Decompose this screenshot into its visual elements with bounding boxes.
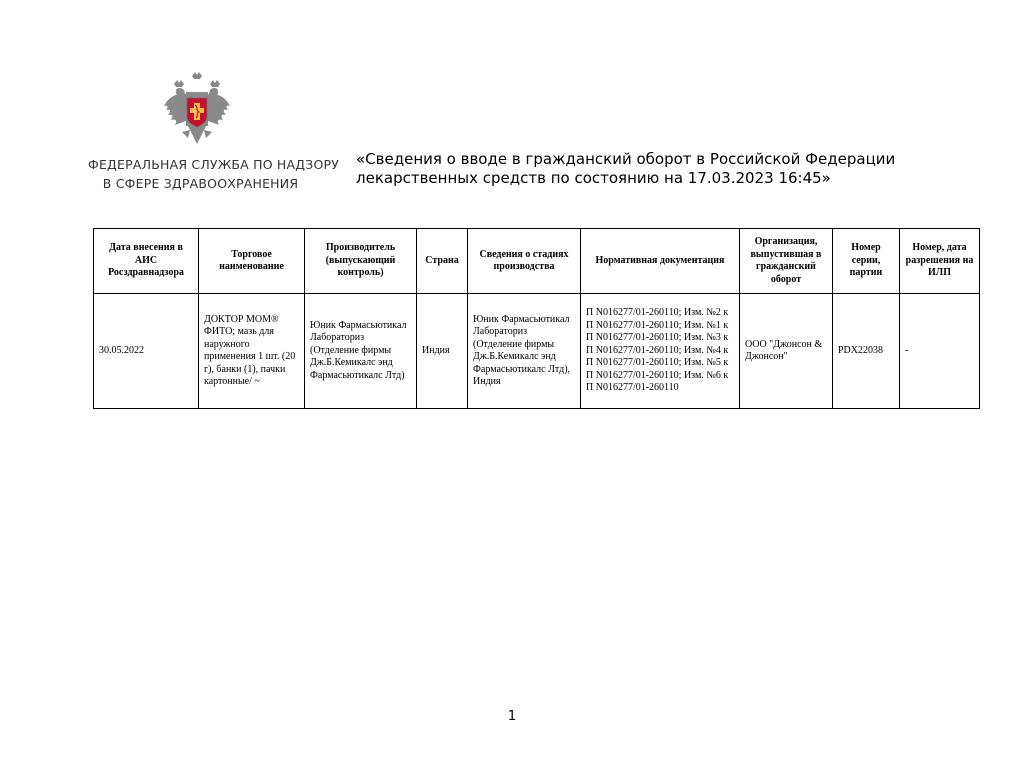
- cell-production-stages: Юник Фармасьютикал Лабораториз (Отделение фирмы Дж.Б.Кемикалс энд Фармасьютикалс Лтд), Индия: [468, 294, 581, 409]
- cell-date: 30.05.2022: [94, 294, 199, 409]
- table-header-row: [94, 229, 980, 294]
- column-header-country: Страна: [417, 229, 468, 294]
- double-headed-eagle-emblem-icon: [162, 72, 232, 152]
- agency-name-line1: ФЕДЕРАЛЬНАЯ СЛУЖБА ПО НАДЗОРУ: [88, 157, 340, 172]
- column-header-permit: Номер, дата разрешения на ИЛП: [900, 229, 980, 294]
- table-row: [94, 294, 980, 409]
- document-title-line2: лекарственных средств по состоянию на 17.03.2023 16:45»: [356, 169, 831, 187]
- cell-batch: PDX22038: [833, 294, 900, 409]
- column-header-production-stages: Сведения о стадиях производства: [468, 229, 581, 294]
- cell-regulatory-docs: П N016277/01-260110; Изм. №2 к П N016277/01-260110; Изм. №1 к П N016277/01-260110; Изм. №3 к П N016277/01-260110; Изм. №4 к П N016277/01-260110; Изм. №5 к П N016277/01-260110; Изм. №6 к П N016277/01-260110: [581, 294, 740, 409]
- column-header-organization: Организация, выпустившая в гражданский оборот: [740, 229, 833, 294]
- column-header-batch: Номер серии, партии: [833, 229, 900, 294]
- registry-table: [93, 228, 980, 409]
- column-header-date: Дата внесения в АИС Росздравнадзора: [94, 229, 199, 294]
- column-header-regulatory-docs: Нормативная документация: [581, 229, 740, 294]
- cell-permit: -: [900, 294, 980, 409]
- agency-name: [88, 155, 340, 193]
- document-title: [356, 150, 916, 188]
- cell-manufacturer: Юник Фармасьютикал Лабораториз (Отделение фирмы Дж.Б.Кемикалс энд Фармасьютикалс Лтд): [305, 294, 417, 409]
- cell-organization: ООО "Джонсон & Джонсон": [740, 294, 833, 409]
- document-title-line1: «Сведения о вводе в гражданский оборот в Российской Федерации: [356, 150, 896, 168]
- cell-trade-name: ДОКТОР МОМ® ФИТО; мазь для наружного применения 1 шт. (20 г), банки (1), пачки картонные/ ~: [199, 294, 305, 409]
- page-number: 1: [507, 709, 517, 724]
- agency-name-line2: В СФЕРЕ ЗДРАВООХРАНЕНИЯ: [102, 176, 299, 191]
- column-header-trade-name: Торговое наименование: [199, 229, 305, 294]
- cell-country: Индия: [417, 294, 468, 409]
- column-header-manufacturer: Производитель (выпускающий контроль): [305, 229, 417, 294]
